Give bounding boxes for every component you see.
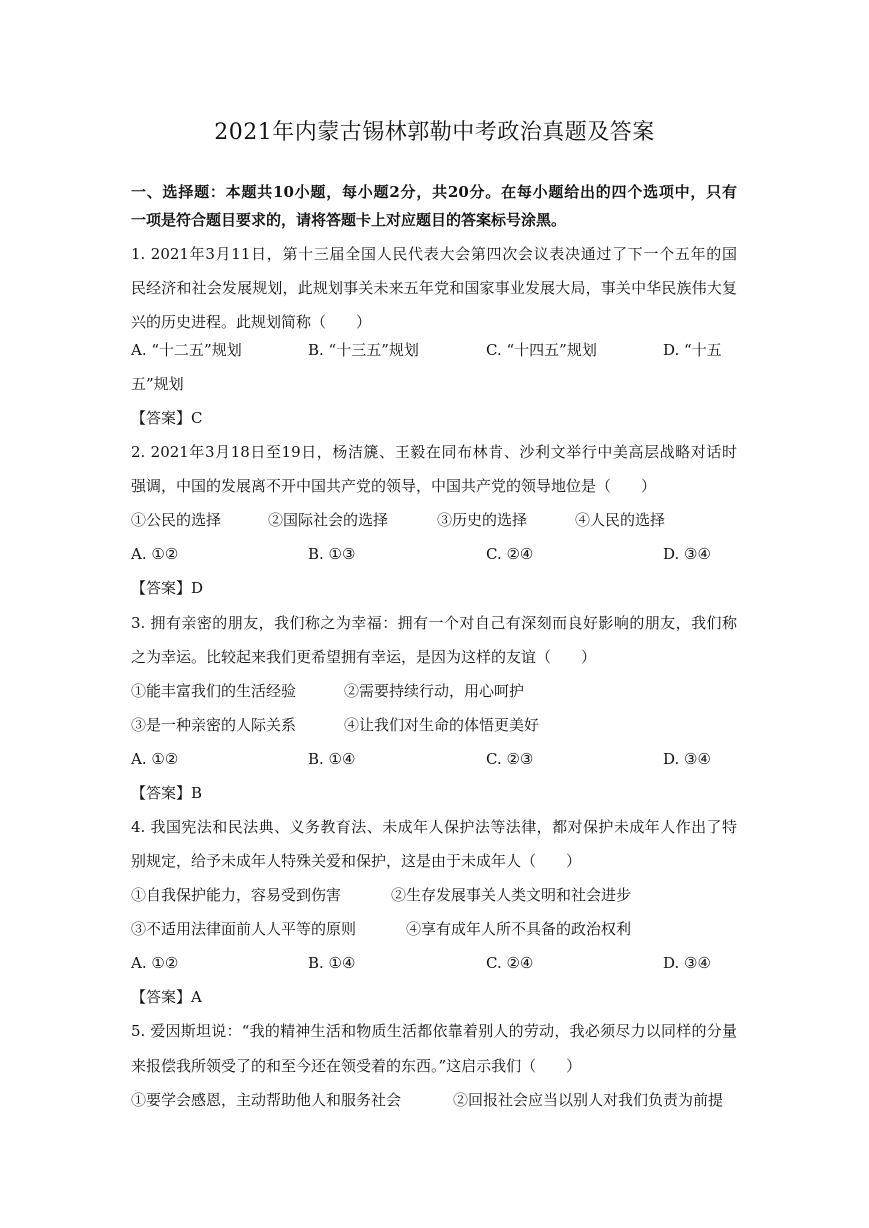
- q3-statement-4: ④让我们对生命的体悟更美好: [344, 716, 540, 734]
- q5-statement-2: ②回报社会应当以别人对我们负责为前提: [453, 1091, 724, 1109]
- q2-option-d: D. ③④: [663, 545, 711, 563]
- q5-stem-line-1: 5. 爱因斯坦说：“我的精神生活和物质生活都依靠着别人的劳动，我必须尽力以同样的分量: [131, 1022, 737, 1040]
- q2-statement-3: ③历史的选择: [437, 511, 528, 529]
- q3-option-d: D. ③④: [663, 750, 711, 768]
- q3-option-c: C. ②③: [486, 750, 534, 768]
- q4-statement-1: ①自我保护能力，容易受到伤害: [131, 886, 342, 904]
- q4-statement-2: ②生存发展事关人类文明和社会进步: [391, 886, 632, 904]
- q3-statements-row-2: [131, 714, 737, 736]
- q5-stem-line-2: 来报偿我所领受了的和至今还在领受着的东西。”这启示我们（ ）: [131, 1057, 582, 1075]
- q2-statements: [131, 509, 737, 531]
- q4-statements-row-1: [131, 884, 737, 906]
- q1-answer: 【答案】C: [131, 409, 203, 427]
- q2-options: [131, 543, 737, 565]
- q1-stem-line-2: 民经济和社会发展规划，此规划事关未来五年党和国家事业发展大局，事关中华民族伟大复: [131, 279, 737, 297]
- q4-option-b: B. ①④: [308, 954, 356, 972]
- q3-statement-1: ①能丰富我们的生活经验: [131, 682, 297, 700]
- q4-options: [131, 952, 737, 974]
- q1-option-d-continued: 五”规划: [131, 375, 184, 393]
- q1-option-d: D. “十五: [663, 341, 722, 359]
- q3-statement-2: ②需要持续行动，用心呵护: [344, 682, 525, 700]
- q4-stem-line-2: 别规定，给予未成年人特殊关爱和保护，这是由于未成年人（ ）: [131, 852, 582, 870]
- q2-option-c: C. ②④: [486, 545, 534, 563]
- section-heading-line-1: 一、选择题：本题共10小题，每小题2分，共20分。在每小题给出的四个选项中，只有: [131, 183, 737, 201]
- q3-option-a: A. ①②: [131, 750, 179, 768]
- q3-options: [131, 748, 737, 770]
- q4-statements-row-2: [131, 918, 737, 940]
- q3-stem-line-1: 3. 拥有亲密的朋友，我们称之为幸福：拥有一个对自己有深刻而良好影响的朋友，我们称: [131, 614, 737, 632]
- q4-statement-4: ④享有成年人所不具备的政治权利: [406, 920, 632, 938]
- q4-statement-3: ③不适用法律面前人人平等的原则: [131, 920, 357, 938]
- q3-statement-3: ③是一种亲密的人际关系: [131, 716, 297, 734]
- q1-option-c: C. “十四五”规划: [486, 341, 597, 359]
- q2-option-b: B. ①③: [308, 545, 356, 563]
- q2-stem-line-1: 2. 2021年3月18日至19日，杨洁篪、王毅在同布林肯、沙利文举行中美高层战略对话时: [131, 443, 737, 461]
- q2-statement-2: ②国际社会的选择: [268, 511, 389, 529]
- section-heading-line-2: 一项是符合题目要求的，请将答题卡上对应题目的答案标号涂黑。: [131, 211, 567, 229]
- q5-statement-1: ①要学会感恩，主动帮助他人和服务社会: [131, 1091, 402, 1109]
- q1-stem-line-3: 兴的历史进程。此规划简称（ ）: [131, 313, 372, 331]
- q1-option-b: B. “十三五”规划: [308, 341, 419, 359]
- q2-statement-4: ④人民的选择: [575, 511, 666, 529]
- page-title: 2021年内蒙古锡林郭勒中考政治真题及答案: [214, 120, 655, 145]
- q3-option-b: B. ①④: [308, 750, 356, 768]
- q1-options: [131, 339, 737, 361]
- q4-answer: 【答案】A: [131, 988, 202, 1006]
- q4-option-c: C. ②④: [486, 954, 534, 972]
- q1-stem-line-1: 1. 2021年3月11日，第十三届全国人民代表大会第四次会议表决通过了下一个五年的国: [131, 245, 737, 263]
- q4-stem-line-1: 4. 我国宪法和民法典、义务教育法、未成年人保护法等法律，都对保护未成年人作出了特: [131, 818, 737, 836]
- q2-statement-1: ①公民的选择: [131, 511, 222, 529]
- q3-stem-line-2: 之为幸运。比较起来我们更希望拥有幸运，是因为这样的友谊（ ）: [131, 648, 597, 666]
- q2-answer: 【答案】D: [131, 579, 204, 597]
- q1-option-a: A. “十二五”规划: [131, 341, 242, 359]
- q2-stem-line-2: 强调，中国的发展离不开中国共产党的领导，中国共产党的领导地位是（ ）: [131, 477, 657, 495]
- q4-option-d: D. ③④: [663, 954, 711, 972]
- q2-option-a: A. ①②: [131, 545, 179, 563]
- q5-statements-row-1: [131, 1089, 737, 1111]
- q3-answer: 【答案】B: [131, 784, 203, 802]
- q4-option-a: A. ①②: [131, 954, 179, 972]
- q3-statements-row-1: [131, 680, 737, 702]
